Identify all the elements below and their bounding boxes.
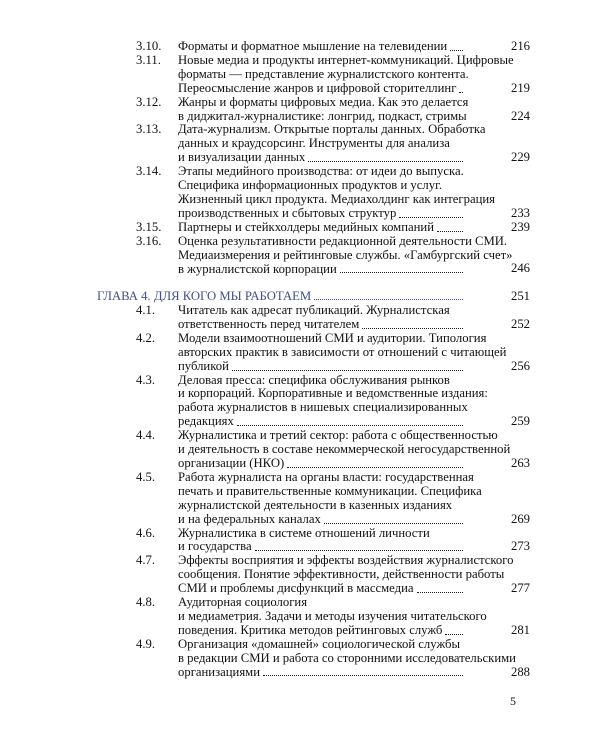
entry-title-line: Дата-журнализм. Открытые порталы данных. Обработка	[178, 122, 486, 137]
dot-leader	[362, 327, 463, 329]
chapter-line	[97, 289, 500, 303]
entry-title-line: данных и краудсорсинг. Инструменты для анализа	[178, 136, 450, 151]
toc-entry[interactable]	[0, 123, 600, 165]
entry-page-number: 277	[510, 581, 530, 596]
entry-title-line: и государства	[178, 539, 252, 554]
entry-page-number: 219	[510, 80, 530, 95]
entry-title-line: Переосмысление жанров и цифровой сторителлинг	[178, 80, 457, 95]
toc-entry[interactable]	[0, 596, 600, 638]
section-number: 4.9.	[136, 636, 156, 651]
entry-line	[178, 666, 500, 680]
entry-line	[178, 110, 500, 124]
entry-line	[178, 151, 500, 165]
entry-title-line: организациями	[178, 664, 260, 679]
entry-title-line: и корпораций. Корпоративные и ведомственные издания:	[178, 386, 488, 401]
toc-entry[interactable]	[0, 54, 600, 96]
toc-entry[interactable]	[0, 165, 600, 221]
entry-line	[178, 304, 500, 318]
entry-line	[178, 68, 500, 82]
entry-title-line: производственных и сбытовых структур	[178, 205, 397, 220]
entry-line	[178, 165, 500, 179]
dot-leader	[459, 91, 463, 93]
entry-title-line: Модели взаимоотношений СМИ и аудитории. Типология	[178, 330, 487, 345]
entry-title-line: Журналистика и третий сектор: работа с общественностью	[178, 428, 498, 443]
entry-title-line: форматы — представление журналистского контента.	[178, 66, 469, 81]
entry-page-number: 263	[510, 455, 530, 470]
section-number: 4.4.	[136, 428, 156, 443]
dot-leader	[263, 674, 463, 676]
entry-title-line: Этапы медийного производства: от идеи до выпуска.	[178, 164, 464, 179]
entry-title-line: печать и правительственные коммуникации. Специфика	[178, 483, 482, 498]
toc-chapter4	[0, 289, 600, 679]
entry-line	[178, 596, 500, 610]
entry-title-line: поведения. Критика методов рейтинговых служб	[178, 622, 443, 637]
entry-title-line: и визуализации данных	[178, 150, 306, 165]
entry-title-line: и медиаметрия. Задачи и методы изучения читательского	[178, 608, 487, 623]
entry-title-line: редакциях	[178, 414, 234, 429]
entry-title-line: в диджитал-журналистике: лонгрид, подкаст, стримы	[178, 108, 467, 123]
chapter-page-number: 251	[510, 289, 530, 303]
toc-entry[interactable]	[0, 235, 600, 277]
entry-line	[178, 553, 514, 568]
entry-line	[178, 344, 507, 360]
entry-title-line: Работа журналиста на органы власти: государственная	[178, 469, 474, 484]
entry-page-number: 269	[510, 511, 530, 526]
dot-leader	[232, 369, 463, 371]
section-number: 3.10.	[136, 39, 162, 53]
entry-title-line: Эффекты восприятия и эффекты воздействия журналистского	[178, 553, 514, 568]
toc-entry[interactable]	[0, 221, 600, 235]
entry-line	[178, 429, 500, 443]
entry-line	[178, 650, 516, 666]
section-number: 4.2.	[136, 330, 156, 345]
entry-line	[178, 442, 511, 457]
section-number: 4.6.	[136, 525, 156, 540]
toc-entry[interactable]	[0, 638, 600, 680]
entry-title-line: Новые медиа и продукты интернет-коммуникаций. Цифровые	[178, 52, 514, 67]
entry-line	[178, 610, 500, 624]
entry-line	[178, 374, 500, 388]
section-number: 4.7.	[136, 553, 156, 568]
entry-line	[178, 96, 500, 110]
entry-title-line: Жизненный цикл продукта. Медиахолдинг как интеграция	[178, 191, 496, 206]
entry-title-line: и деятельность в составе некоммерческой негосударственной	[178, 442, 511, 457]
entry-title-line: Оценка результативности редакционной деятельности СМИ.	[178, 233, 508, 248]
entry-line	[178, 471, 500, 485]
entry-page-number: 259	[510, 414, 530, 429]
entry-line	[178, 499, 500, 513]
toc-entry[interactable]	[0, 471, 600, 527]
entry-line	[178, 457, 500, 471]
entry-page-number: 256	[510, 358, 530, 373]
section-number: 4.3.	[136, 372, 156, 387]
toc-entry[interactable]	[0, 429, 600, 471]
entry-page-number: 281	[510, 622, 530, 637]
entry-line	[178, 263, 500, 277]
entry-title-line: Жанры и форматы цифровых медиа. Как это делается	[178, 94, 469, 109]
entry-title-line: ответственность перед читателем	[178, 316, 360, 331]
entry-title-line: Медиаизмерения и рейтинговые службы. «Гамбургский счет»	[178, 247, 513, 262]
entry-line	[178, 137, 500, 151]
entry-line	[178, 582, 500, 596]
entry-title-line: Форматы и форматное мышление на телевидении	[178, 39, 448, 53]
entry-title-line: Организация «домашней» социологической службы	[178, 636, 461, 651]
entry-page-number: 252	[510, 316, 530, 331]
entry-page-number: 233	[510, 205, 530, 220]
entry-line	[178, 207, 500, 221]
entry-line	[178, 318, 500, 332]
toc-entry[interactable]	[0, 332, 600, 374]
entry-page-number: 216	[510, 39, 530, 53]
toc-entry[interactable]	[0, 304, 600, 332]
page-number: 5	[510, 694, 516, 708]
dot-leader	[324, 522, 463, 524]
toc-entry[interactable]	[0, 374, 600, 430]
entry-page-number: 288	[510, 664, 530, 679]
entry-line	[178, 638, 500, 652]
entry-line	[178, 52, 514, 68]
entry-title-line: организации (НКО)	[178, 455, 285, 470]
entry-line	[178, 387, 500, 401]
entry-title-line: публикой	[178, 358, 229, 373]
dot-leader	[340, 271, 463, 273]
toc-entry[interactable]	[0, 40, 600, 54]
toc-chapter3-tail	[0, 40, 600, 276]
dot-leader	[287, 466, 463, 468]
dot-leader	[450, 49, 463, 51]
entry-page-number: 273	[510, 539, 530, 554]
dot-leader	[437, 230, 463, 232]
entry-line	[178, 415, 500, 429]
section-number: 3.14.	[136, 164, 162, 179]
dot-leader	[314, 298, 463, 300]
entry-line	[178, 40, 500, 54]
entry-title-line: Аудиторная социология	[178, 595, 308, 610]
entry-title-line: в редакции СМИ и работа со сторонними исследовательскими	[178, 650, 516, 665]
entry-title-line: Специфика информационных продуктов и услуг.	[178, 178, 443, 193]
entry-title-line: и на федеральных каналах	[178, 511, 321, 526]
entry-page-number: 229	[510, 150, 530, 165]
section-number: 4.8.	[136, 595, 156, 610]
entry-title-line: в журналистской корпорации	[178, 261, 337, 276]
dot-leader	[417, 591, 464, 593]
entry-line	[178, 123, 500, 137]
entry-line	[178, 360, 500, 374]
section-number: 3.15.	[136, 219, 162, 234]
toc-entry[interactable]	[0, 96, 600, 124]
entry-line	[178, 540, 500, 554]
entry-title-line: Партнеры и стейкхолдеры медийных компаний	[178, 219, 434, 234]
entry-line	[178, 401, 500, 415]
entry-line	[178, 82, 500, 96]
section-number: 4.5.	[136, 469, 156, 484]
section-number: 4.1.	[136, 303, 156, 317]
entry-page-number: 239	[510, 219, 530, 234]
dot-leader	[399, 216, 463, 218]
entry-line	[178, 193, 500, 207]
entry-title-line: сообщения. Понятие эффективности, действенности работы	[178, 567, 505, 582]
dot-leader	[237, 424, 463, 426]
entry-page-number: 224	[510, 108, 530, 123]
dot-leader	[445, 633, 463, 635]
entry-line	[178, 527, 500, 541]
section-number: 3.11.	[136, 52, 161, 67]
entry-line	[178, 513, 500, 527]
dot-leader	[308, 160, 463, 162]
section-number: 3.12.	[136, 94, 162, 109]
entry-line	[178, 624, 500, 638]
entry-line	[178, 485, 500, 499]
entry-title-line: работа журналистов в нишевых специализированных	[178, 400, 468, 415]
entry-line	[178, 233, 508, 249]
entry-title-line: Читатель как адресат публикаций. Журналистская	[178, 303, 450, 317]
entry-title-line: журналистской деятельности в казенных изданиях	[178, 497, 453, 512]
entry-line	[178, 332, 500, 346]
section-number: 3.16.	[136, 233, 162, 248]
entry-title-line: Журналистика в системе отношений личности	[178, 525, 430, 540]
entry-title-line: СМИ и проблемы дисфункций в массмедиа	[178, 581, 414, 596]
entry-title-line: авторских практик в зависимости от отношений с читающей	[178, 344, 507, 359]
toc-entry[interactable]	[0, 554, 600, 596]
toc-entry[interactable]	[0, 527, 600, 555]
entry-line	[178, 567, 505, 582]
entry-title-line: Деловая пресса: специфика обслуживания рынков	[178, 372, 450, 387]
entry-line	[178, 221, 500, 235]
dot-leader	[255, 549, 463, 551]
chapter-title: ГЛАВА 4. ДЛЯ КОГО МЫ РАБОТАЕМ	[97, 289, 312, 303]
chapter-heading[interactable]	[0, 289, 600, 303]
entry-page-number: 246	[510, 261, 530, 276]
entry-line	[178, 179, 500, 193]
entry-line	[178, 247, 513, 263]
section-number: 3.13.	[136, 122, 162, 137]
